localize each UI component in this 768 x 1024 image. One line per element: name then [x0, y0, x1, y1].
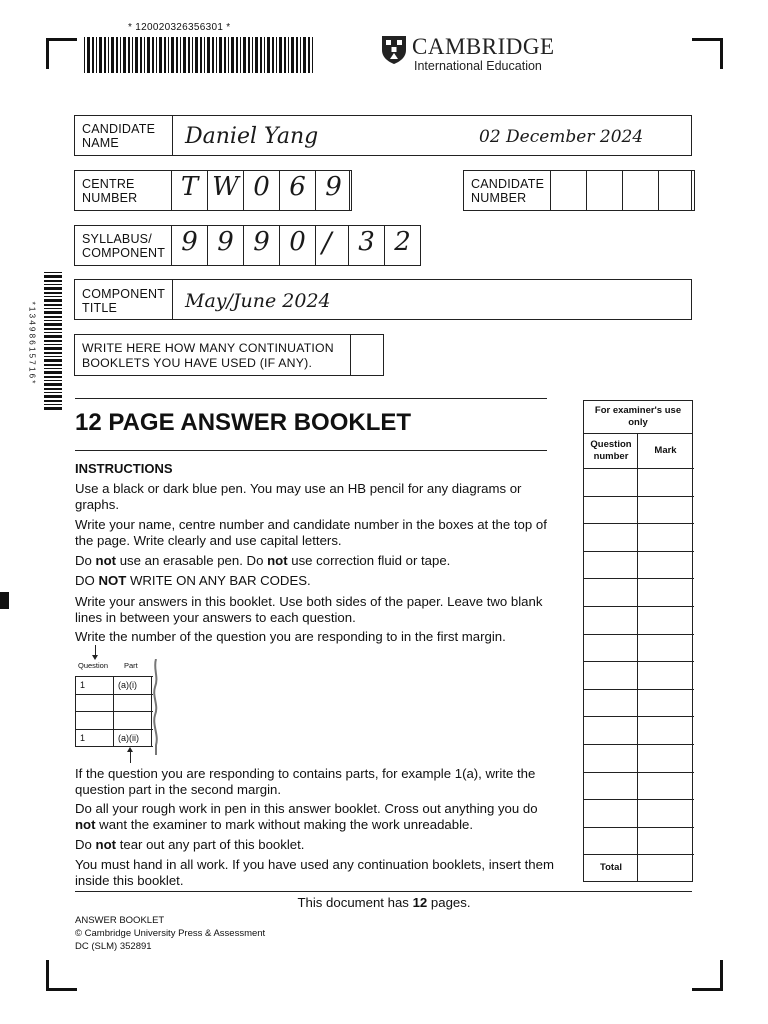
instruction-pen: Use a black or dark blue pen. You may use an HB pencil for any diagrams or graphs. [75, 481, 522, 512]
candidate-name-box[interactable] [74, 115, 692, 156]
candidate-number-label: CANDIDATE NUMBER [471, 177, 545, 205]
shield-icon [381, 35, 407, 65]
instruction-parts: If the question you are responding to contains parts, for example 1(a), write the question part in the second margin. [75, 766, 536, 797]
examiner-row [584, 551, 694, 579]
continuation-box [74, 334, 384, 376]
page-count: This document has 12 pages. [297, 895, 471, 910]
candidate-name-label: CANDIDATE NAME [82, 122, 156, 150]
examiner-row [584, 606, 694, 634]
example-question-label: Question [78, 661, 109, 670]
syllabus-cell[interactable] [171, 225, 208, 266]
examiner-row [584, 523, 694, 551]
brand-subtitle: International Education [414, 59, 542, 73]
syllabus-cell[interactable] [207, 225, 244, 266]
candidate-number-cell[interactable] [658, 170, 695, 211]
barcode-number: * 120020326356301 * [128, 22, 231, 33]
centre-number-cell[interactable] [243, 170, 280, 211]
examiner-col-question: Question number [590, 439, 632, 462]
centre-number-cell[interactable] [171, 170, 208, 211]
crop-mark-bottom-left [46, 960, 77, 991]
syllabus-cell-value: 9 [181, 227, 198, 257]
examiner-row [584, 496, 694, 524]
centre-number-label: CENTRE NUMBER [82, 177, 138, 205]
syllabus-slash: / [322, 226, 332, 259]
component-cell[interactable] [348, 225, 385, 266]
examiner-row [584, 468, 694, 496]
example-arrow-up [130, 751, 131, 763]
side-barcode-number: * 1 3 4 9 8 6 1 5 7 1 6 * [27, 301, 37, 384]
candidate-number-cell[interactable] [550, 170, 587, 211]
component-cell[interactable] [384, 225, 421, 266]
examiner-row [584, 661, 694, 689]
component-title-value: May/June 2024 [185, 290, 331, 312]
footer-copyright: © Cambridge University Press & Assessment [75, 928, 266, 939]
page-title: 12 PAGE ANSWER BOOKLET [75, 409, 412, 436]
instruction-answers: Write your answers in this booklet. Use both sides of the paper. Leave two blank lines in between your answers to each question. [75, 594, 543, 625]
examiner-row [584, 716, 694, 744]
syllabus-cell-value: 9 [253, 227, 270, 257]
torn-edge [150, 659, 162, 755]
brand-name: CAMBRIDGE [412, 34, 555, 59]
instructions-heading: INSTRUCTIONS [75, 461, 173, 476]
instruction-rough-work: Do all your rough work in pen in this answer booklet. Cross out anything you do not want the examiner to mark without making the work unreadable. [75, 801, 538, 832]
centre-number-cell-value: 0 [253, 172, 270, 202]
instruction-hand-in: You must hand in all work. If you have used any continuation booklets, insert them inside this booklet. [75, 857, 554, 888]
candidate-number-cell[interactable] [622, 170, 659, 211]
example-part-label: Part [124, 661, 138, 670]
syllabus-cell-value: 9 [217, 227, 234, 257]
instruction-erasable: Do not use an erasable pen. Do not use correction fluid or tape. [75, 553, 451, 568]
candidate-number-cell[interactable] [586, 170, 623, 211]
syllabus-cell[interactable] [279, 225, 316, 266]
centre-number-cell-value: T [180, 172, 199, 202]
centre-number-cell-value: 6 [289, 172, 306, 202]
footer-booklet: ANSWER BOOKLET [75, 915, 165, 926]
component-cell-value: 2 [394, 227, 411, 257]
centre-number-cell[interactable] [207, 170, 244, 211]
cambridge-logo [381, 33, 556, 75]
centre-number-cell-value: W [212, 172, 239, 202]
instruction-tear: Do not tear out any part of this booklet. [75, 837, 305, 852]
instruction-name: Write your name, centre number and candidate number in the boxes at the top of the page. Write clearly and use capital letters. [75, 517, 547, 548]
registration-tab [0, 592, 9, 609]
continuation-label: WRITE HERE HOW MANY CONTINUATION BOOKLETS YOU HAVE USED (IF ANY). [82, 341, 334, 370]
centre-number-cell-value: 9 [325, 172, 342, 202]
example-row3-part: (a)(ii) [118, 733, 139, 743]
examiner-row [584, 634, 694, 662]
date-value: 02 December 2024 [479, 127, 644, 147]
examiner-table [583, 400, 693, 882]
crop-mark-bottom-right [692, 960, 723, 991]
examiner-total-label: Total [600, 862, 622, 873]
centre-number-cell[interactable] [279, 170, 316, 211]
component-title-box[interactable] [74, 279, 692, 320]
crop-mark-top-right [692, 38, 723, 69]
candidate-name-value: Daniel Yang [185, 124, 319, 149]
margin-example [75, 645, 165, 765]
instruction-question-number: Write the number of the question you are responding to in the first margin. [75, 629, 506, 644]
examiner-row [584, 799, 694, 827]
component-cell-value: 3 [358, 227, 375, 257]
example-row1-part: (a)(i) [118, 680, 137, 690]
syllabus-cell-value: 0 [289, 227, 306, 257]
examiner-col-mark: Mark [654, 445, 677, 456]
syllabus-label: SYLLABUS/ COMPONENT [82, 232, 166, 260]
examiner-header: For examiner's use only [594, 405, 682, 428]
examiner-row [584, 772, 694, 800]
example-row1-question: 1 [80, 680, 86, 690]
syllabus-cell[interactable] [243, 225, 280, 266]
side-barcode [44, 272, 64, 410]
examiner-row [584, 744, 694, 772]
footer-code: DC (SLM) 352891 [75, 941, 152, 952]
instruction-barcodes: DO NOT WRITE ON ANY BAR CODES. [75, 573, 311, 588]
top-barcode [84, 37, 316, 73]
centre-number-cell[interactable] [315, 170, 352, 211]
examiner-row [584, 578, 694, 606]
crop-mark-top-left [46, 38, 77, 69]
examiner-row [584, 827, 694, 855]
component-title-label: COMPONENT TITLE [82, 287, 165, 315]
examiner-row [584, 689, 694, 717]
example-row3-question: 1 [80, 733, 86, 743]
